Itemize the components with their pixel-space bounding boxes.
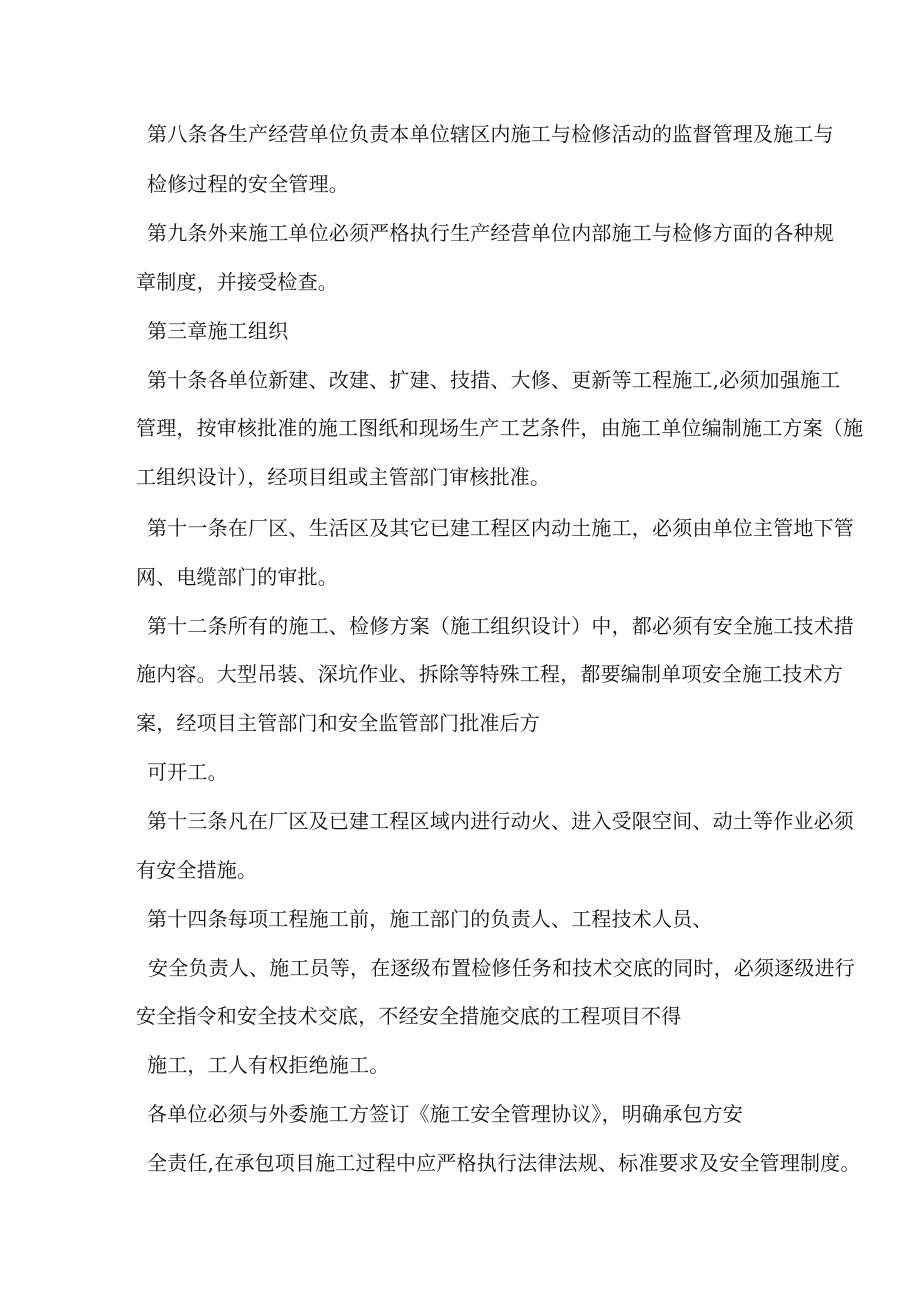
article-10-line-1: 第十条各单位新建、改建、扩建、技措、大修、更新等工程施工,必须加强施工 [147, 368, 841, 392]
article-12-line-2: 施内容。大型吊装、深坑作业、拆除等特殊工程，都要编制单项安全施工技术方 [136, 662, 843, 686]
article-12-line-4: 可开工。 [147, 760, 228, 784]
article-10-line-3: 工组织设计），经项目组或主管部门审核批准。 [136, 465, 551, 489]
article-8-line-2: 检修过程的安全管理。 [147, 172, 349, 196]
chapter-3-heading: 第三章施工组织 [147, 319, 289, 343]
article-12-line-3: 案，经项目主管部门和安全监管部门批准后方 [136, 711, 540, 735]
article-13-line-2: 有安全措施。 [136, 858, 258, 882]
agreement-line-1: 各单位必须与外委施工方签订《施工安全管理协议》，明确承包方安 [147, 1102, 743, 1126]
article-14-line-4: 施工，工人有权拒绝施工。 [147, 1053, 390, 1077]
article-9-line-2: 章制度，并接受检查。 [136, 270, 338, 294]
article-8-line-1: 第八条各生产经营单位负责本单位辖区内施工与检修活动的监督管理及施工与 [147, 122, 834, 146]
article-14-line-2: 安全负责人、施工员等，在逐级布置检修任务和技术交底的同时，必须逐级进行 [148, 956, 855, 980]
article-11-line-1: 第十一条在厂区、生活区及其它已建工程区内动土施工，必须由单位主管地下管 [147, 516, 854, 540]
article-13-line-1: 第十三条凡在厂区及已建工程区域内进行动火、进入受限空间、动土等作业必须 [147, 809, 854, 833]
article-14-line-3: 安全指令和安全技术交底，不经安全措施交底的工程项目不得 [136, 1004, 682, 1028]
article-9-line-1: 第九条外来施工单位必须严格执行生产经营单位内部施工与检修方面的各种规 [147, 221, 834, 245]
article-12-line-1: 第十二条所有的施工、检修方案（施工组织设计）中，都必须有安全施工技术措 [147, 614, 854, 638]
article-14-line-1: 第十四条每项工程施工前，施工部门的负责人、工程技术人员、 [147, 907, 713, 931]
article-11-line-2: 网、电缆部门的审批。 [136, 565, 338, 589]
article-10-line-2: 管理，按审核批准的施工图纸和现场生产工艺条件，由施工单位编制施工方案（施 [136, 416, 864, 440]
agreement-line-2: 全责任,在承包项目施工过程中应严格执行法律法规、标准要求及安全管理制度。 [147, 1151, 861, 1175]
